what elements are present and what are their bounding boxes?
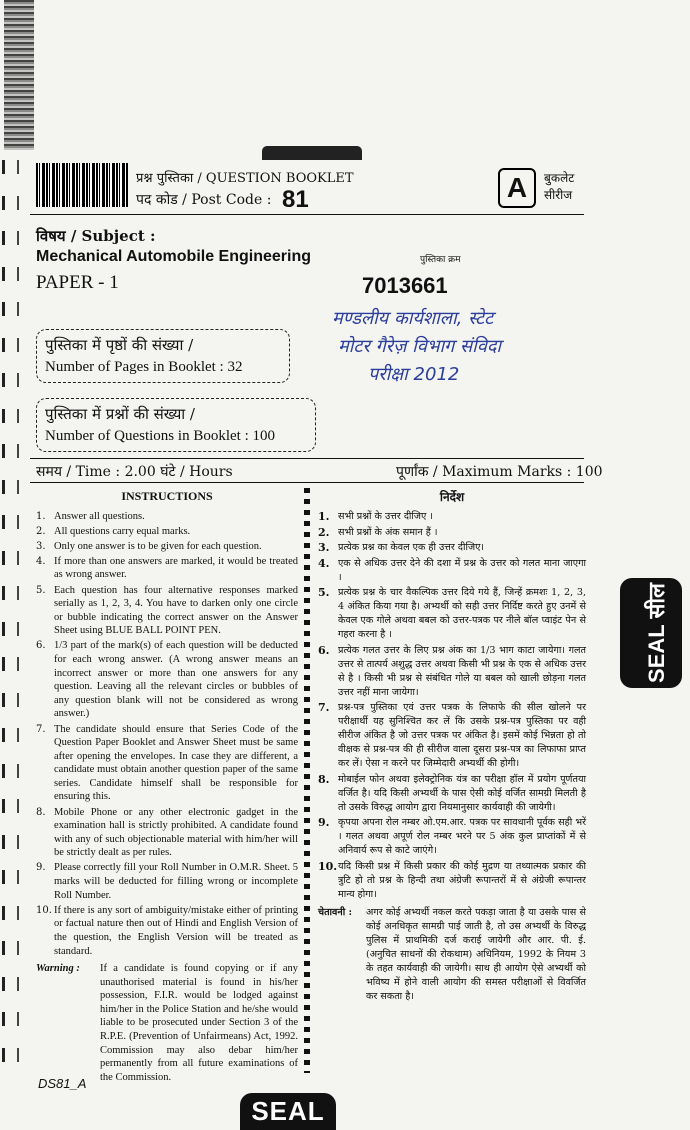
instruction-number: 9. bbox=[36, 862, 46, 874]
margin-mark bbox=[2, 444, 19, 458]
instruction-item bbox=[318, 586, 586, 642]
series-label-2: सीरीज bbox=[544, 188, 573, 202]
instruction-text: सभी प्रश्नों के अंक समान हैं । bbox=[338, 526, 438, 538]
column-divider bbox=[304, 488, 310, 1073]
instruction-number: 4. bbox=[36, 555, 46, 567]
top-smudge bbox=[262, 146, 362, 160]
max-marks-label: पूर्णांक / Maximum Marks : 100 bbox=[396, 464, 603, 480]
side-seal bbox=[620, 578, 682, 688]
instruction-number: 8. bbox=[36, 806, 46, 818]
instruction-number: 9. bbox=[318, 816, 330, 829]
divider-line bbox=[30, 214, 584, 215]
margin-mark bbox=[2, 551, 19, 565]
margin-mark bbox=[2, 302, 19, 316]
margin-mark bbox=[2, 160, 19, 174]
instruction-text: Please correctly fill your Roll Number in O.M.R. Sheet. 5 marks will be deducted for filling wrong or incomplete Roll Number. bbox=[54, 862, 298, 901]
instruction-number: 6. bbox=[318, 643, 330, 657]
side-seal-text bbox=[641, 583, 671, 683]
instruction-number: 10. bbox=[318, 859, 338, 873]
pages-box bbox=[36, 329, 290, 383]
instruction-text: Only one answer is to be given for each question. bbox=[54, 540, 262, 552]
instruction-text: If there is any sort of ambiguity/mistake either of printing or factual nature then out of Hindi and English Version of the question, the English Version will be treated as standard. bbox=[54, 904, 298, 957]
instruction-text: मोबाईल फोन अथवा इलेक्ट्रोनिक यंत्र का परीक्षा हॉल में प्रयोग पूर्णतया वर्जित है। यदि किसी अभ्यर्थी के पास ऐसी कोई वर्जित सामग्री मिलती है तो उसके विरुद्ध आयोग द्वारा नियमानुसार कार्यवाही की जायेगी। bbox=[338, 773, 586, 813]
instructions-list-hi bbox=[318, 510, 586, 902]
instruction-text: कृपया अपना रोल नम्बर ओ.एम.आर. पत्रक पर सावधानी पूर्वक सही भरें । गलत अथवा अपूर्ण रोल नम्बर भरने पर 5 अंक कुल प्राप्तांकों में से अनिवार्य रूप से काटे जाएंगे। bbox=[338, 817, 586, 856]
margin-mark bbox=[2, 373, 19, 387]
margin-mark bbox=[2, 1012, 19, 1026]
instruction-item bbox=[318, 701, 586, 771]
instruction-item bbox=[318, 526, 586, 540]
instruction-number: 7. bbox=[36, 723, 46, 735]
instruction-number: 7. bbox=[318, 701, 330, 714]
margin-mark bbox=[2, 728, 19, 742]
margin-mark bbox=[2, 906, 19, 920]
margin-mark bbox=[2, 977, 19, 991]
instruction-item bbox=[318, 541, 586, 555]
barcode bbox=[36, 163, 128, 207]
scan-noise bbox=[4, 0, 34, 150]
instruction-text: If more than one answers are marked, it would be treated as wrong answer. bbox=[54, 555, 298, 581]
questions-en: Number of Questions in Booklet : 100 bbox=[45, 428, 275, 444]
booklet-label: प्रश्न पुस्तिका / QUESTION BOOKLET bbox=[136, 171, 354, 186]
instruction-item bbox=[318, 860, 586, 902]
instruction-text: सभी प्रश्नों के उत्तर दीजिए । bbox=[338, 511, 433, 522]
divider-line bbox=[30, 482, 584, 483]
margin-mark bbox=[2, 515, 19, 529]
instruction-item bbox=[36, 723, 298, 805]
instruction-number: 5. bbox=[36, 584, 46, 596]
margin-mark bbox=[2, 586, 19, 600]
instruction-number: 1. bbox=[36, 510, 46, 522]
margin-mark bbox=[2, 870, 19, 884]
side-seal-hi: सील bbox=[644, 583, 669, 619]
instruction-number: 2. bbox=[36, 525, 46, 537]
handwriting-line-3: परीक्षा 2012 bbox=[368, 364, 460, 385]
series-label bbox=[544, 170, 574, 204]
booklet-no-label: पुस्तिका क्रम bbox=[420, 255, 461, 265]
instruction-text: Each question has four alternative responses marked serially as 1, 2, 3, 4. You have to darken only one circle or bubble indicating the correct answer on the Answer Sheet using BLUE BALL POINT PEN. bbox=[54, 584, 298, 637]
instruction-text: Mobile Phone or any other electronic gadget in the examination hall is strictly prohibited. A candidate found with any of such objectionable material with him/her will be strictly dealt as per rules. bbox=[54, 806, 298, 859]
instruction-item bbox=[318, 773, 586, 815]
bottom-seal: SEAL bbox=[240, 1093, 336, 1130]
instructions-title: INSTRUCTIONS bbox=[121, 489, 213, 503]
series-letter: A bbox=[498, 168, 536, 208]
margin-mark bbox=[2, 941, 19, 955]
time-label: समय / Time : 2.00 घंटे / Hours bbox=[36, 464, 233, 480]
margin-mark bbox=[2, 231, 19, 245]
handwriting-line-2: मोटर गैरेज़ विभाग संविदा bbox=[338, 336, 502, 357]
instruction-number: 6. bbox=[36, 640, 46, 652]
booklet-number: 7013661 bbox=[362, 273, 448, 298]
instruction-item bbox=[36, 806, 298, 860]
margin-mark bbox=[2, 1048, 19, 1062]
document-code: DS81_A bbox=[38, 1076, 87, 1091]
instruction-text: प्रश्न-पत्र पुस्तिका एवं उत्तर पत्रक के लिफाफे की सील खोलने पर परीक्षार्थी यह सुनिश्चित कर लें कि उसके प्रश्न-पत्र पुस्तिका पर वही सीरीज अंकित है जो उत्तर पत्रक पर अंकित है। इसमें कोई भिन्नता हो तो वीक्षक से प्रश्न-पत्र की ही सीरीज वाला दूसरा प्रश्न-पत्र का लिफाफा प्राप्त कर लें। ऐसा न करने पर जिम्मेदारी अभ्यर्थी की होगी। bbox=[338, 702, 586, 769]
instructions-title-hi: निर्देश bbox=[439, 490, 465, 504]
instruction-item bbox=[318, 557, 586, 585]
instruction-item bbox=[36, 584, 298, 638]
instruction-item bbox=[36, 639, 298, 721]
margin-mark bbox=[2, 622, 19, 636]
instruction-number: 5. bbox=[318, 586, 330, 599]
instruction-item bbox=[36, 861, 298, 902]
instruction-item bbox=[36, 510, 298, 524]
instruction-number: 3. bbox=[318, 541, 330, 554]
instructions-list bbox=[36, 510, 298, 959]
series-label-1: बुकलेट bbox=[544, 171, 575, 185]
paper-title: PAPER - 1 bbox=[36, 272, 119, 293]
scan-margin-marks bbox=[0, 0, 24, 1130]
margin-mark bbox=[2, 835, 19, 849]
divider-line bbox=[30, 458, 584, 459]
margin-mark bbox=[2, 338, 19, 352]
warning-text-hi: अगर कोई अभ्यर्थी नकल करते पकड़ा जाता है या उसके पास से कोई अनधिकृत सामग्री पाई जाती है, तो उस अभ्यर्थी के विरुद्ध पुलिस में प्राथमिकी दर्ज कराई जायेगी और आर. पी. ई. (अनुचित साधनों की रोकथाम) अधिनियम, 1992 के नियम 3 के तहत कार्यवाही की जायेगी। साथ ही आयोग ऐसे अभ्यर्थी को भविष्य में होने वाली आयोग की समस्त परीक्षाओं से विवर्जित कर सकता है। bbox=[366, 906, 586, 1002]
instruction-item bbox=[36, 525, 298, 539]
pages-en: Number of Pages in Booklet : 32 bbox=[45, 359, 243, 375]
instruction-number: 1. bbox=[318, 510, 330, 523]
margin-mark bbox=[2, 799, 19, 813]
instruction-item bbox=[36, 904, 298, 958]
side-seal-en: SEAL bbox=[644, 624, 669, 683]
margin-mark bbox=[2, 480, 19, 494]
instruction-item bbox=[318, 510, 586, 524]
instruction-number: 10. bbox=[36, 904, 52, 916]
instruction-text: एक से अधिक उत्तर देने की दशा में प्रश्न के उत्तर को गलत माना जाएगा । bbox=[338, 557, 586, 583]
questions-hi: पुस्तिका में प्रश्नों की संख्या / bbox=[45, 405, 195, 423]
post-code-label: पद कोड / Post Code : bbox=[136, 192, 272, 208]
margin-mark bbox=[2, 267, 19, 281]
instructions-hindi bbox=[318, 490, 586, 1004]
instruction-text: The candidate should ensure that Series Code of the Question Paper Booklet and Answer Sheet must be same after opening the envelopes. In case they are different, a candidate must obtain another question paper of the same series. Candidate himself shall be responsible for ensuring this. bbox=[54, 723, 298, 803]
instruction-item bbox=[36, 555, 298, 582]
instruction-item bbox=[36, 540, 298, 554]
instruction-number: 4. bbox=[318, 556, 330, 570]
instruction-text: All questions carry equal marks. bbox=[54, 525, 191, 537]
margin-mark bbox=[2, 409, 19, 423]
instruction-text: Answer all questions. bbox=[54, 510, 145, 522]
pages-hi: पुस्तिका में पृष्ठों की संख्या / bbox=[45, 336, 194, 354]
instruction-text: प्रत्येक प्रश्न के चार वैकल्पिक उत्तर दिये गये हैं, जिन्हें क्रमशः 1, 2, 3, 4 अंकित किया गया है। अभ्यर्थी को सही उत्तर निर्दिष्ट करते हुए उनमें से केवल एक गोले अथवा बबल को उत्तर-पत्रक पर नीले बॉल प्वाइंट पेन से गहरा करना है । bbox=[338, 587, 586, 640]
warning-label-hi: चेतावनी : bbox=[318, 906, 353, 918]
instructions-english bbox=[36, 490, 298, 1084]
warning-block-hi bbox=[318, 906, 586, 1004]
subject-label: विषय / Subject : bbox=[36, 227, 156, 245]
instruction-item bbox=[318, 816, 586, 858]
post-code: 81 bbox=[282, 186, 309, 213]
margin-mark bbox=[2, 657, 19, 671]
instruction-text: 1/3 part of the mark(s) of each question will be deducted for each wrong answer. (A wrong answer means an incorrect answer or more than one answers for any question. Leaving all the relevant circles or bubbles of any question blank will not be considered as wrong answer.) bbox=[54, 640, 298, 720]
questions-box bbox=[36, 398, 316, 452]
handwriting-line-1: मण्डलीय कार्यशाला, स्टेट bbox=[332, 308, 494, 329]
instruction-text: यदि किसी प्रश्न में किसी प्रकार की कोई मुद्रण या तथ्यात्मक प्रकार की त्रुटि हो तो प्रश्न के हिन्दी तथा अंग्रेजी रूपान्तरों में से अंग्रेजी रूपान्तर मान्य होगा। bbox=[338, 860, 586, 900]
margin-mark bbox=[2, 693, 19, 707]
subject-name: Mechanical Automobile Engineering bbox=[36, 248, 311, 265]
instruction-text: प्रत्येक गलत उत्तर के लिए प्रश्न अंक का 1/3 भाग काटा जायेगा। गलत उत्तर से तात्पर्य अशुद्ध उत्तर अथवा किसी भी प्रश्न के एक से अधिक उत्तर से है । किसी भी प्रश्न से संबंधित गोले या बबल को खाली छोड़ना गलत उत्तर नहीं माना जायेगा। bbox=[338, 644, 586, 698]
warning-text: If a candidate is found copying or if any unauthorised material is found in his/her possession, F.I.R. would be lodged against him/her in the Police Station and he/she would liable to be prosecuted under Section 3 of the R.P.E. (Prevention of Unfairmeans) Act, 1992. Commission may also debar him/her permanently from all future examinations of the Commission. bbox=[100, 963, 298, 1083]
margin-mark bbox=[2, 764, 19, 778]
instruction-number: 2. bbox=[318, 525, 330, 539]
instruction-text: प्रत्येक प्रश्न का केवल एक ही उत्तर दीजिए। bbox=[338, 542, 485, 553]
instruction-item bbox=[318, 644, 586, 700]
warning-block bbox=[36, 962, 298, 1084]
instruction-number: 8. bbox=[318, 772, 330, 786]
warning-label: Warning : bbox=[36, 963, 80, 975]
instruction-number: 3. bbox=[36, 540, 46, 552]
margin-mark bbox=[2, 196, 19, 210]
